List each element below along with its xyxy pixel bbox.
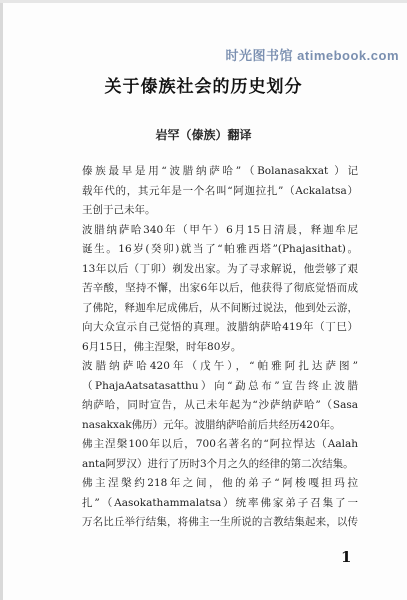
scan-edge-top <box>0 0 407 3</box>
body-line: 向大众宣示自己觉悟的真理。波腊纳萨哈419年（丁巳） <box>82 321 358 333</box>
page-number: 1 <box>341 548 352 566</box>
body-line: 诞生。16岁(癸卯)就当了“帕雅西塔”(Phajasithat)。 <box>82 243 358 255</box>
body-line: 了佛陀，释迦牟尼成佛后，从不间断过说法，他到处云游， <box>82 301 358 314</box>
body-line: 王创于己未年。 <box>82 204 156 216</box>
body-line: 佛主涅槃100年以后，700名著名的“阿拉悍达（Aalah <box>82 438 358 450</box>
page-title: 关于傣族社会的历史划分 <box>104 77 303 97</box>
body-line: 傣族最早是用“波腊纳萨哈”（Bolanasakxat ）记 <box>82 165 358 177</box>
body-line: 13年以后（丁卯）剃发出家。为了寻求解说，他尝够了艰 <box>82 262 358 275</box>
body-line: nasakxak佛历）元年。波腊纳萨哈前后共经历420年。 <box>82 418 341 431</box>
byline: 岩罕（傣族）翻译 <box>155 128 252 142</box>
body-line: 万名比丘举行结集，将佛主一生所说的言教结集起来，以传 <box>82 516 358 528</box>
body-line: 苦辛酸，坚持不懈，出家6年以后，他获得了彻底觉悟而成 <box>82 282 358 294</box>
body-line: （PhajaAatsatasatthu）向“勐总布”宣告终止波腊 <box>82 379 358 392</box>
body-line: 波腊纳萨哈340年（甲午）6月15日清晨，释迦牟尼 <box>82 223 358 236</box>
body-line: 6月15日，佛主涅槃，时年80岁。 <box>82 340 242 353</box>
body-line: 佛主涅槃约218年之间，他的弟子“阿梭嘎担玛拉 <box>82 477 358 489</box>
watermark: 时光图书馆 atimebook.com <box>225 48 399 63</box>
body-line: anta阿罗汉）进行了历时3个月之久的经律的第二次结集。 <box>82 457 354 470</box>
body-line: 纳萨哈，同时宣告，从己未年起为“沙萨纳萨哈”（Sasa <box>82 399 358 411</box>
body-line: 扎”（Aasokathammalatsa）统率佛家弟子召集了一 <box>82 496 358 509</box>
body-line: 载年代的，其元年是一个名叫“阿迦拉扎”（Ackalatsa） <box>82 184 358 197</box>
body-text <box>82 162 358 533</box>
body-line: 波腊纳萨哈420年（戊午），“帕雅阿扎达萨图” <box>82 360 358 372</box>
